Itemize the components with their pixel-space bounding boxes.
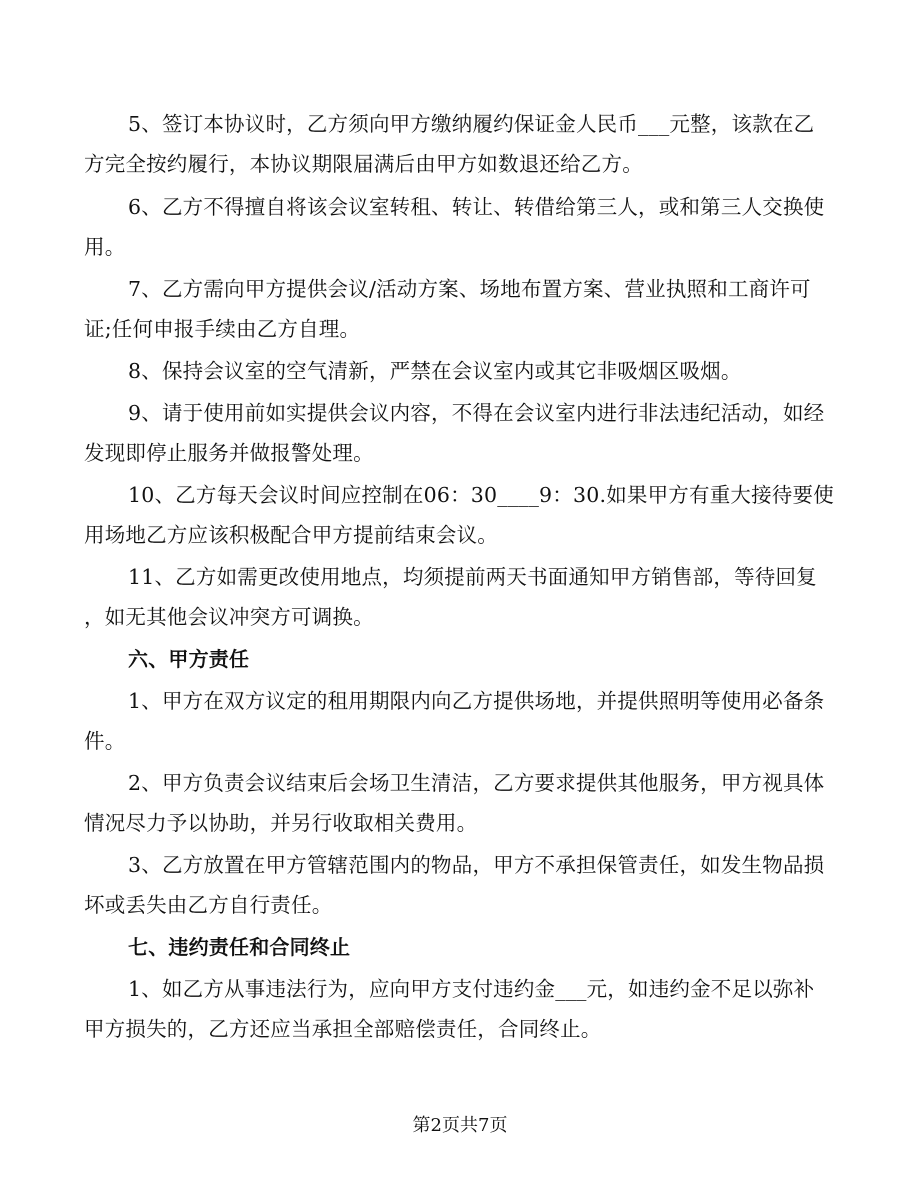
clause-7-line-1: 7、乙方需向甲方提供会议/活动方案、场地布置方案、营业执照和工商许可 <box>128 277 811 301</box>
section7-clause-1-line-1: 1、如乙方从事违法行为，应向甲方支付违约金___元，如违约金不足以弥补 <box>128 977 815 1001</box>
clause-10-line-1: 10、乙方每天会议时间应控制在06：30____9：30.如果甲方有重大接待要使 <box>128 483 834 507</box>
clause-5-line-2: 方完全按约履行，本协议期限届满后由甲方如数退还给乙方。 <box>84 152 643 176</box>
page-indicator: 第2页共7页 <box>412 1115 508 1136</box>
clause-5-line-1: 5、签订本协议时，乙方须向甲方缴纳履约保证金人民币___元整，该款在乙 <box>128 112 815 136</box>
section6-clause-1-line-2: 件。 <box>84 729 126 753</box>
section-heading-party-a-responsibility: 六、甲方责任 <box>128 647 250 671</box>
clause-11-line-1: 11、乙方如需更改使用地点，均须提前两天书面通知甲方销售部，等待回复 <box>128 565 817 589</box>
section6-clause-3-line-1: 3、乙方放置在甲方管辖范围内的物品，甲方不承担保管责任，如发生物品损 <box>128 853 825 877</box>
section6-clause-1-line-1: 1、甲方在双方议定的租用期限内向乙方提供场地，并提供照明等使用必备条 <box>128 689 825 713</box>
section6-clause-3-line-2: 坏或丢失由乙方自行责任。 <box>84 893 333 917</box>
clause-11-line-2: ，如无其他会议冲突方可调换。 <box>84 605 374 629</box>
section7-clause-1-line-2: 甲方损失的，乙方还应当承担全部赔偿责任，合同终止。 <box>84 1017 602 1041</box>
clause-6-line-1: 6、乙方不得擅自将该会议室转租、转让、转借给第三人，或和第三人交换使 <box>128 195 825 219</box>
section6-clause-2-line-1: 2、甲方负责会议结束后会场卫生清洁，乙方要求提供其他服务，甲方视具体 <box>128 771 825 795</box>
section-heading-breach-and-termination: 七、违约责任和合同终止 <box>128 935 351 959</box>
clause-7-line-2: 证;任何申报手续由乙方自理。 <box>84 317 361 341</box>
section6-clause-2-line-2: 情况尽力予以协助，并另行收取相关费用。 <box>84 811 478 835</box>
clause-6-line-2: 用。 <box>84 235 126 259</box>
clause-8-line-1: 8、保持会议室的空气清新，严禁在会议室内或其它非吸烟区吸烟。 <box>128 359 742 383</box>
clause-10-line-2: 用场地乙方应该积极配合甲方提前结束会议。 <box>84 523 498 547</box>
clause-9-line-2: 发现即停止服务并做报警处理。 <box>84 441 374 465</box>
clause-9-line-1: 9、请于使用前如实提供会议内容，不得在会议室内进行非法违纪活动，如经 <box>128 401 825 425</box>
